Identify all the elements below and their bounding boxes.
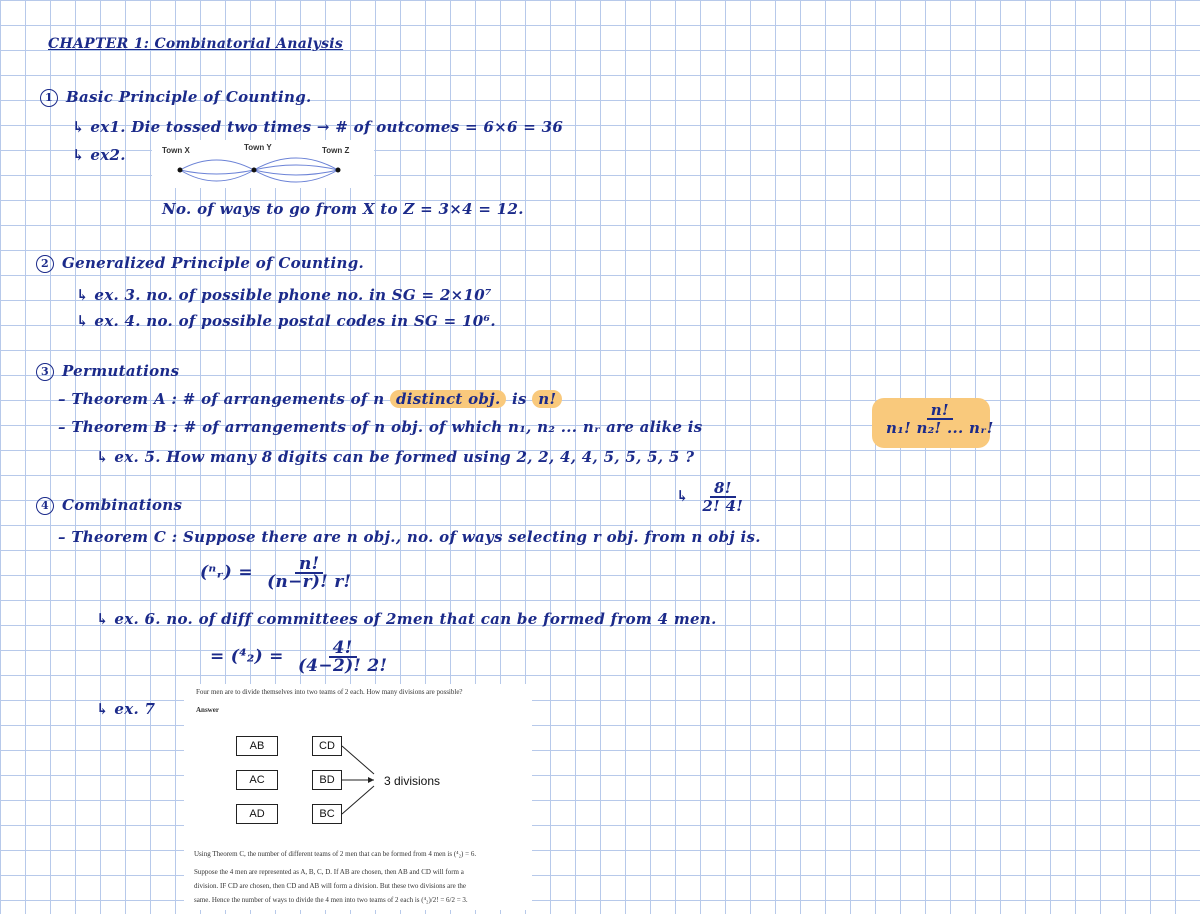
example-6-lhs: = (⁴₂) = <box>210 646 284 667</box>
section-1-number: 1 <box>40 89 58 107</box>
arrow-1 <box>342 746 374 774</box>
section-4-number: 4 <box>36 497 54 515</box>
example-5-fraction <box>698 480 747 514</box>
road-yz-3 <box>254 170 338 175</box>
section-1-heading <box>40 88 312 107</box>
section-4-title: Combinations <box>62 496 183 514</box>
example-5: ↳ ex. 5. How many 8 digits can be formed using 2, 2, 4, 4, 5, 5, 5, 5 ? <box>96 448 695 466</box>
town-x-label: Town X <box>162 146 190 155</box>
example-2-label: ↳ ex2. <box>72 146 126 164</box>
section-2-title: Generalized Principle of Counting. <box>62 254 365 272</box>
ex7-question: Four men are to divide themselves into two teams of 2 each. How many divisions are possible? <box>196 688 463 696</box>
town-z-label: Town Z <box>322 146 350 155</box>
ex7-answer-label: Answer <box>196 706 219 714</box>
ex7-note-line-4: same. Hence the number of ways to divide the 4 men into two teams of 2 each is (⁴₂)/2! = 6/2 = 3. <box>194 896 468 904</box>
section-4-heading <box>36 496 182 515</box>
example-1: ↳ ex1. Die tossed two times → # of outcomes = 6×6 = 36 <box>72 118 564 136</box>
road-yz-1 <box>254 158 338 170</box>
example-6-formula <box>210 640 395 674</box>
example-7-label: ↳ ex. 7 <box>96 700 156 718</box>
theorem-a-is: is <box>512 390 527 408</box>
arrow-3 <box>342 786 374 814</box>
theorem-b-numerator: n! <box>927 402 953 420</box>
road-xy-2 <box>180 170 254 174</box>
theorem-c-denominator: (n−r)! r! <box>267 572 352 592</box>
theorem-c-numerator: n! <box>295 556 323 574</box>
section-2-number: 2 <box>36 255 54 273</box>
pair-3-left: AD <box>236 804 278 824</box>
example-7-clipping <box>184 684 532 910</box>
section-3-heading <box>36 362 179 381</box>
town-y-label: Town Y <box>244 143 272 152</box>
section-3-title: Permutations <box>62 362 180 380</box>
example-4: ↳ ex. 4. no. of possible postal codes in SG = 10⁶. <box>76 312 496 330</box>
road-yz-4 <box>254 170 338 182</box>
pair-1-left: AB <box>236 736 278 756</box>
theorem-c: – Theorem C : Suppose there are n obj., no. of ways selecting r obj. from n obj is. <box>58 528 761 546</box>
theorem-c-formula <box>200 556 359 590</box>
example-6-fraction <box>294 640 391 674</box>
theorem-c-fraction <box>263 556 355 590</box>
section-2-heading <box>36 254 364 273</box>
pair-2-right: BD <box>312 770 342 790</box>
theorem-b-denominator: n₁! n₂! ... nᵣ! <box>886 419 994 437</box>
theorem-b-formula <box>878 402 1002 436</box>
ex7-arrows <box>184 684 532 910</box>
town-y-dot <box>252 168 257 173</box>
theorem-a <box>58 390 562 408</box>
example-6-numerator: 4! <box>329 640 357 658</box>
road-yz-2 <box>254 165 338 170</box>
theorem-b-fraction <box>882 402 998 436</box>
pair-1-right: CD <box>312 736 342 756</box>
section-3-number: 3 <box>36 363 54 381</box>
road-xy-1 <box>180 160 254 170</box>
theorem-b: – Theorem B : # of arrangements of n obj. of which n₁, n₂ ... nᵣ are alike is <box>58 418 703 436</box>
town-z-dot <box>336 168 341 173</box>
ex7-result: 3 divisions <box>384 774 441 788</box>
example-6: ↳ ex. 6. no. of diff committees of 2men that can be formed from 4 men. <box>96 610 717 628</box>
example-5-arrow: ↳ <box>676 487 689 505</box>
example-3: ↳ ex. 3. no. of possible phone no. in SG = 2×10⁷ <box>76 286 492 304</box>
arrow-head <box>368 777 374 783</box>
example-5-denominator: 2! 4! <box>702 497 744 515</box>
example-2-result: No. of ways to go from X to Z = 3×4 = 12. <box>162 200 524 218</box>
example-5-numerator: 8! <box>710 480 736 498</box>
theorem-a-answer: n! <box>532 390 562 408</box>
example-6-denominator: (4−2)! 2! <box>297 656 388 676</box>
ex7-note-line-3: division. IF CD are chosen, then CD and AB will form a division. But these two divisions are the <box>194 882 466 890</box>
town-diagram <box>152 140 374 188</box>
pair-2-left: AC <box>236 770 278 790</box>
ex7-note-line-1: Using Theorem C, the number of different teams of 2 men that can be formed from 4 men is (⁴₂) = 6. <box>194 850 477 858</box>
page-title: CHAPTER 1: Combinatorial Analysis <box>48 36 344 52</box>
theorem-a-highlight: distinct obj. <box>390 390 507 408</box>
town-x-dot <box>178 168 183 173</box>
section-1-title: Basic Principle of Counting. <box>66 88 312 106</box>
example-5-answer <box>676 480 751 514</box>
theorem-c-lhs: (ⁿᵣ) = <box>200 562 253 583</box>
town-diagram-svg <box>152 140 374 188</box>
pair-3-right: BC <box>312 804 342 824</box>
theorem-a-text: – Theorem A : # of arrangements of n <box>58 390 385 408</box>
ex7-note-line-2: Suppose the 4 men are represented as A, B, C, D. If AB are chosen, then AB and CD will form a <box>194 868 464 876</box>
